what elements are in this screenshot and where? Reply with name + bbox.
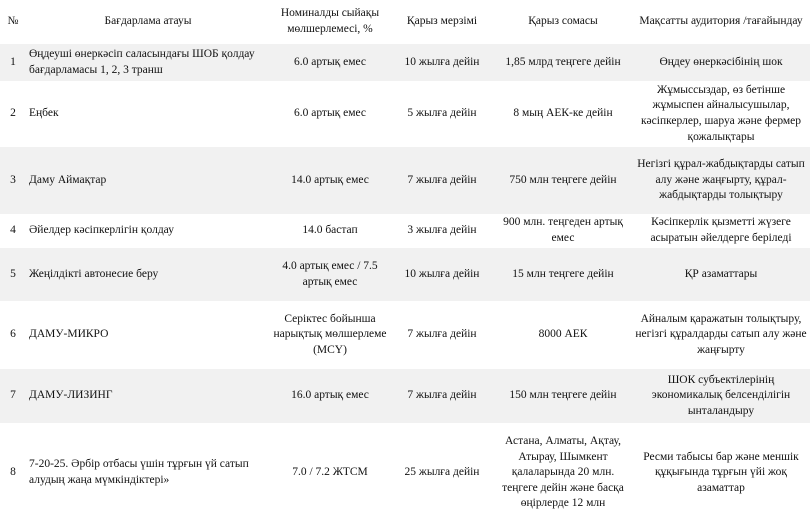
- header-target-audience: Мақсатты аудитория /тағайындау: [639, 15, 803, 28]
- row-number: 5: [0, 248, 26, 301]
- header-loan-term: Қарыз мерзімі: [406, 15, 478, 28]
- loan-amount: 8000 АЕК: [494, 301, 632, 369]
- table-row: [0, 423, 810, 523]
- program-name: Өңдеуші өнеркәсіп саласындағы ШОБ қолдау бағдарламасы 1, 2, 3 транш: [26, 44, 270, 81]
- program-name: Әйелдер кәсіпкерлігін қолдау: [26, 214, 270, 248]
- row-number: 7: [0, 369, 26, 423]
- loan-amount: 150 млн теңгеге дейін: [494, 369, 632, 423]
- program-name: 7-20-25. Әрбір отбасы үшін тұрғын үй сатып алудың жаңа мүмкіндіктері»: [26, 423, 270, 523]
- loan-term: 5 жылға дейін: [390, 81, 494, 147]
- program-name: Жеңілдікті автонесие беру: [26, 248, 270, 301]
- program-name: Еңбек: [26, 81, 270, 147]
- loan-term: 10 жылға дейін: [390, 44, 494, 81]
- loan-term: 3 жылға дейін: [390, 214, 494, 248]
- loan-amount: 900 млн. теңгеден артық емес: [494, 214, 632, 248]
- table-row: [0, 147, 810, 214]
- target-audience: Негізгі құрал-жабдықтарды сатып алу және жаңғырту, құрал-жабдықтарды толықтыру: [632, 147, 810, 214]
- table-row: [0, 214, 810, 248]
- interest-rate: 4.0 артық емес / 7.5 артық емес: [270, 248, 390, 301]
- loan-amount: 15 млн теңгеге дейін: [494, 248, 632, 301]
- header-program-name: Бағдарлама атауы: [104, 15, 192, 28]
- interest-rate: 14.0 артық емес: [270, 147, 390, 214]
- table-header-row: [0, 0, 810, 44]
- loan-amount: 8 мың АЕК-ке дейін: [494, 81, 632, 147]
- table-row: [0, 301, 810, 369]
- header-number: №: [7, 15, 19, 28]
- header-loan-amount: Қарыз сомасы: [528, 15, 598, 28]
- target-audience: ШОК субъектілерінің экономикалық белсенділігін ынталандыру: [632, 369, 810, 423]
- loan-term: 7 жылға дейін: [390, 301, 494, 369]
- interest-rate: 16.0 артық емес: [270, 369, 390, 423]
- target-audience: Өңдеу өнеркәсібінің шок: [632, 44, 810, 81]
- table-row: [0, 369, 810, 423]
- loan-amount: 1,85 млрд теңгеге дейін: [494, 44, 632, 81]
- target-audience: Жұмыссыздар, өз бетінше жұмыспен айналысушылар, кәсіпкерлер, шаруа және фермер қожалықтары: [632, 81, 810, 147]
- interest-rate: 14.0 бастап: [270, 214, 390, 248]
- header-interest-rate: Номиналды сыйақы мөлшерлемесі, %: [280, 7, 380, 35]
- table-row: [0, 44, 810, 81]
- loan-term: 25 жылға дейін: [390, 423, 494, 523]
- loan-term: 7 жылға дейін: [390, 147, 494, 214]
- interest-rate: 6.0 артық емес: [270, 81, 390, 147]
- loan-amount: Астана, Алматы, Ақтау, Атырау, Шымкент қалаларында 20 млн. теңгеге дейін және басқа өңірлерде 12 млн: [494, 423, 632, 523]
- row-number: 6: [0, 301, 26, 369]
- table-row: [0, 248, 810, 301]
- loan-term: 7 жылға дейін: [390, 369, 494, 423]
- target-audience: Айналым қаражатын толықтыру, негізгі құралдарды сатып алу және жаңғырту: [632, 301, 810, 369]
- target-audience: ҚР азаматтары: [632, 248, 810, 301]
- program-name: ДАМУ-МИКРО: [26, 301, 270, 369]
- program-name: ДАМУ-ЛИЗИНГ: [26, 369, 270, 423]
- row-number: 1: [0, 44, 26, 81]
- table-row: [0, 81, 810, 147]
- loan-amount: 750 млн теңгеге дейін: [494, 147, 632, 214]
- program-name: Даму Аймақтар: [26, 147, 270, 214]
- interest-rate: 7.0 / 7.2 ЖТСМ: [270, 423, 390, 523]
- interest-rate: Серіктес бойынша нарықтық мөлшерлеме (МСҮ): [270, 301, 390, 369]
- row-number: 4: [0, 214, 26, 248]
- row-number: 2: [0, 81, 26, 147]
- target-audience: Кәсіпкерлік қызметті жүзеге асыратын әйелдерге беріледі: [632, 214, 810, 248]
- loan-term: 10 жылға дейін: [390, 248, 494, 301]
- interest-rate: 6.0 артық емес: [270, 44, 390, 81]
- target-audience: Ресми табысы бар және меншік құқығында тұрғын үйі жоқ азаматтар: [632, 423, 810, 523]
- row-number: 8: [0, 423, 26, 523]
- row-number: 3: [0, 147, 26, 214]
